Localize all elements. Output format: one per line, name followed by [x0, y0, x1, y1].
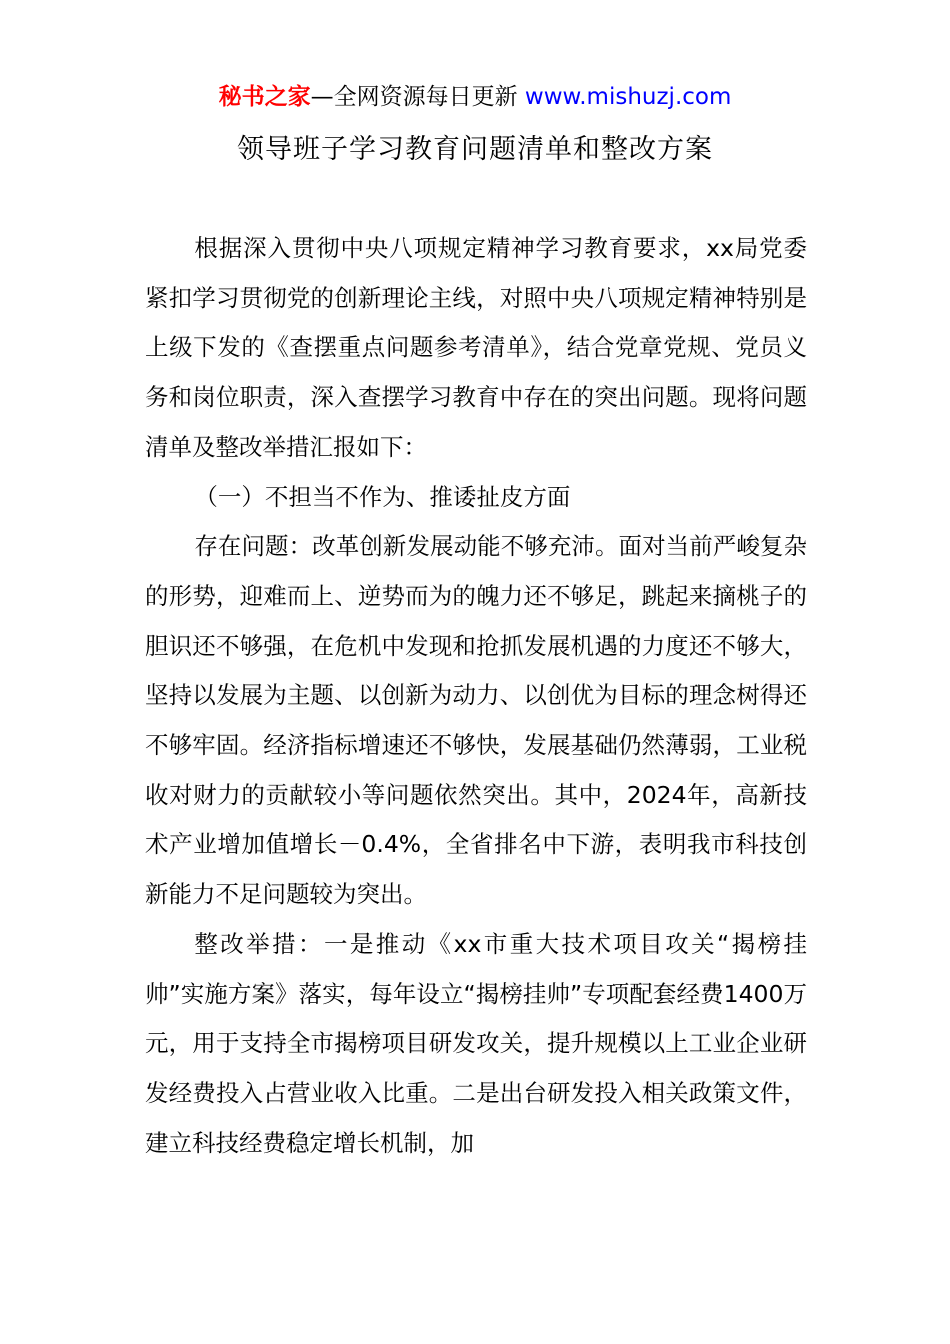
- document-body: [145, 224, 807, 1168]
- site-header: [0, 80, 950, 114]
- site-tagline: —全网资源每日更新: [310, 84, 525, 110]
- brand-name: 秘书之家: [218, 84, 311, 110]
- measures-paragraph: 整改举措：一是推动《xx市重大技术项目攻关“揭榜挂帅”实施方案》落实，每年设立“揭榜挂帅”专项配套经费1400万元，用于支持全市揭榜项目研发攻关，提升规模以上工业企业研发经费投入占营业收入比重。二是出台研发投入相关政策文件，建立科技经费稳定增长机制，加: [145, 929, 807, 1157]
- problem-paragraph: 存在问题：改革创新发展动能不够充沛。面对当前严峻复杂的形势，迎难而上、逆势而为的魄力还不够足，跳起来摘桃子的胆识还不够强，在危机中发现和抢抓发展机遇的力度还不够大，坚持以发展为主题、以创新为动力、以创优为目标的理念树得还不够牢固。经济指标增速还不够快，发展基础仍然薄弱，工业税收对财力的贡献较小等问题依然突出。其中，2024年，高新技术产业增加值增长－0.4%，全省排名中下游，表明我市科技创新能力不足问题较为突出。: [145, 532, 807, 909]
- intro-paragraph: 根据深入贯彻中央八项规定精神学习教育要求，xx局党委紧扣学习贯彻党的创新理论主线，对照中央八项规定精神特别是上级下发的《查摆重点问题参考清单》，结合党章党规、党员义务和岗位职责，深入查摆学习教育中存在的突出问题。现将问题清单及整改举措汇报如下：: [145, 234, 807, 461]
- section-heading: （一）不担当不作为、推诿扯皮方面: [194, 482, 571, 511]
- site-url-link[interactable]: www.mishuzj.com: [524, 84, 732, 110]
- document-title: 领导班子学习教育问题清单和整改方案: [237, 134, 713, 165]
